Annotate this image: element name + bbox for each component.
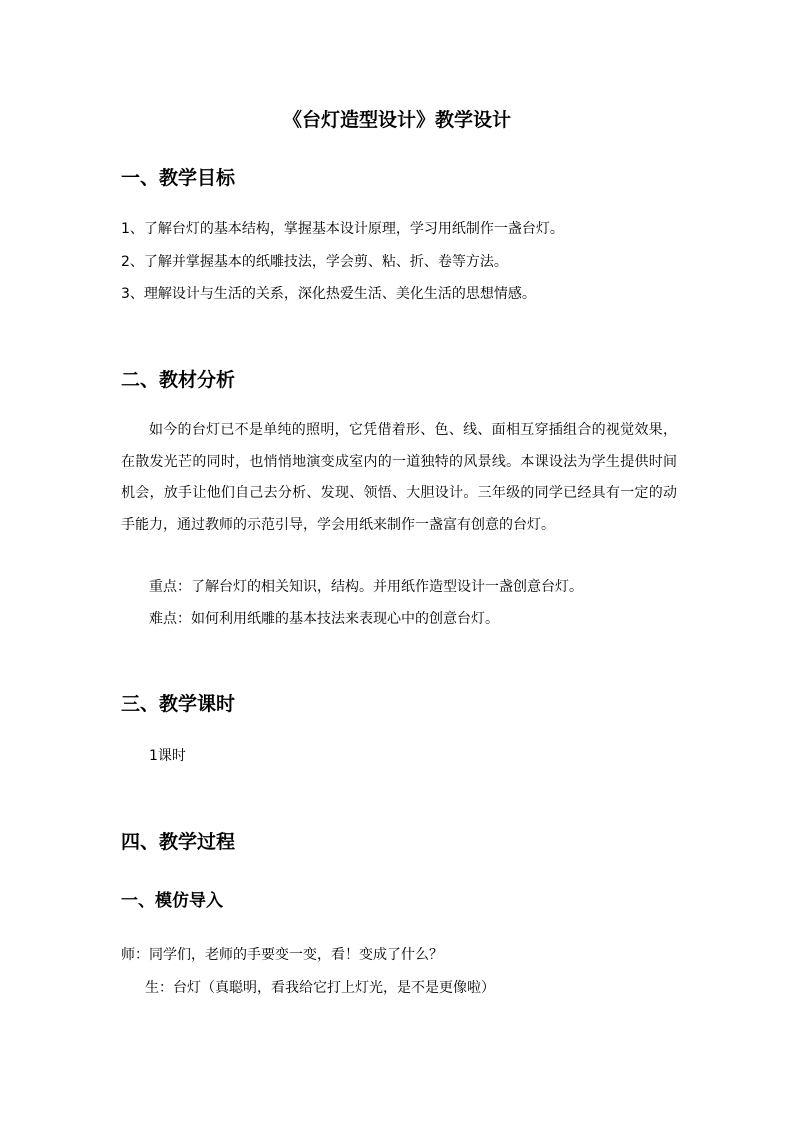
analysis-difficulty: 难点：如何利用纸雕的基本技法来表现心中的创意台灯。 [149,611,499,627]
analysis-paragraph: 如今的台灯已不是单纯的照明，它凭借着形、色、线、面相互穿插组合的视觉效果，在散发光芒的同时，也悄悄地演变成室内的一道独特的风景线。本课设法为学生提供时间机会，放手让他们自己去分析、发现、领悟、大胆设计。三年级的同学已经具有一定的动手能力，通过教师的示范引导，学会用纸来制作一盏富有创意的台灯。 [121,422,677,533]
heading-process: 四、教学过程 [121,831,236,853]
objective-item-1: 1、了解台灯的基本结构，掌握基本设计原理，学习用纸制作一盏台灯。 [121,221,564,237]
dialogue-student: 生：台灯（真聪明，看我给它打上灯光，是不是更像啦） [145,980,495,996]
heading-objectives: 一、教学目标 [121,167,236,189]
hours-value: 1课时 [149,748,186,764]
dialogue-teacher: 师：同学们，老师的手要变一变，看！变成了什么？ [121,947,443,963]
document-title: 《台灯造型设计》教学设计 [282,109,511,131]
objective-item-2: 2、了解并掌握基本的纸雕技法，学会剪、粘、折、卷等方法。 [121,254,508,270]
analysis-key-point: 重点：了解台灯的相关知识，结构。并用纸作造型设计一盏创意台灯。 [149,579,583,595]
objective-item-3: 3、理解设计与生活的关系，深化热爱生活、美化生活的思想情感。 [121,286,536,302]
subheading-imitation-intro: 一、模仿导入 [121,891,223,911]
heading-hours: 三、教学课时 [121,693,236,715]
heading-analysis: 二、教材分析 [121,369,236,391]
